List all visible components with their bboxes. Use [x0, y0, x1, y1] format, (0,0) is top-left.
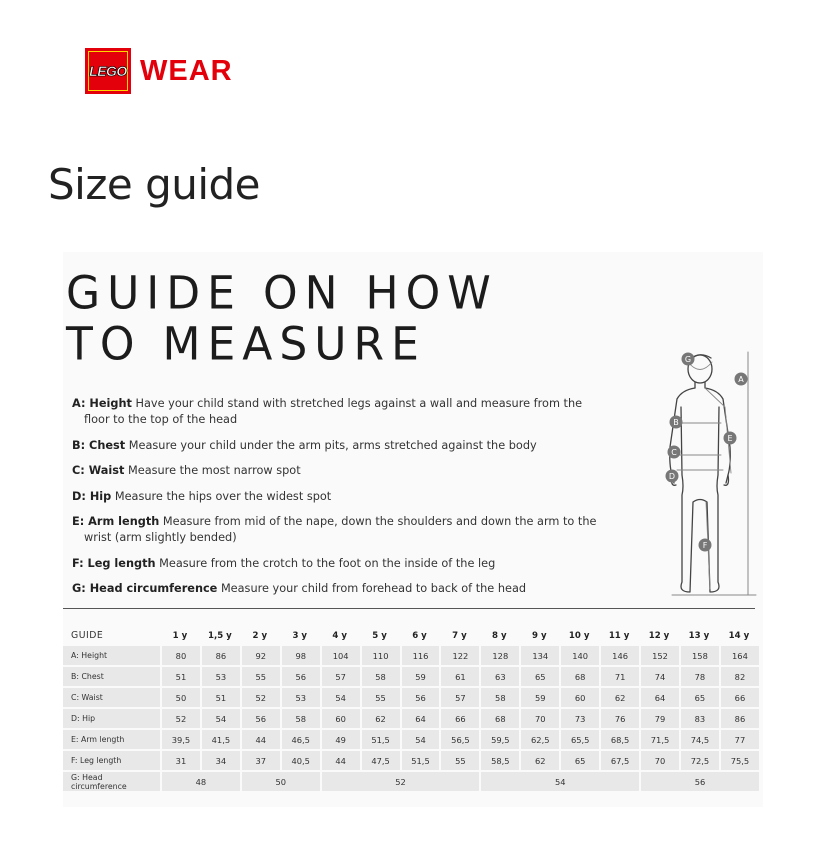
marker-b: [670, 416, 683, 429]
table-cell: 62: [360, 709, 400, 728]
table-cell: 77: [719, 730, 759, 749]
guide-heading: [66, 268, 498, 370]
table-cell: 65: [559, 751, 599, 770]
table-row: [63, 688, 759, 707]
table-cell: 59: [400, 667, 440, 686]
table-cell: 53: [200, 667, 240, 686]
size-header: 3 y: [292, 630, 308, 641]
instruction-text: Measure from the crotch to the foot on the inside of the leg: [159, 556, 496, 570]
table-cell: 74,5: [679, 730, 719, 749]
instruction-text: Measure the hips over the widest spot: [114, 489, 332, 503]
instruction-key: D: Hip: [72, 489, 112, 503]
instruction-key: A: Height: [72, 397, 132, 410]
row-label: B: Chest: [63, 667, 160, 686]
table-cell: 110: [360, 646, 400, 665]
table-cell: 44: [320, 751, 360, 770]
instruction-text: Measure your child from forehead to back of the head: [220, 582, 527, 595]
marker-a: [735, 373, 748, 386]
row-label: D: Hip: [63, 709, 160, 728]
page-title: Size guide: [48, 160, 261, 209]
table-cell: 54: [200, 709, 240, 728]
table-cell: 52: [240, 688, 280, 707]
table-cell: 76: [599, 709, 639, 728]
table-cell: 55: [360, 688, 400, 707]
table-row: [63, 730, 759, 749]
instruction-text: Measure from mid of the nape, down the shoulders and down the arm to the wrist (arm slightly bended): [84, 515, 597, 544]
table-cell: 55: [439, 751, 479, 770]
table-cell: 68,5: [599, 730, 639, 749]
table-cell: 56: [240, 709, 280, 728]
table-cell: 37: [240, 751, 280, 770]
instruction-text: Measure the most narrow spot: [128, 464, 301, 477]
table-cell: 31: [160, 751, 200, 770]
size-header: 14 y: [728, 630, 750, 641]
table-cell: 54: [400, 730, 440, 749]
table-cell: 59,5: [479, 730, 519, 749]
table-cell: 72,5: [679, 751, 719, 770]
table-cell: 71,5: [639, 730, 679, 749]
svg-text:A: A: [738, 375, 744, 384]
table-cell: 71: [599, 667, 639, 686]
table-cell: 49: [320, 730, 360, 749]
table-cell: 51,5: [400, 751, 440, 770]
table-cell: 122: [439, 646, 479, 665]
table-cell: 63: [479, 667, 519, 686]
table-cell: 65,5: [559, 730, 599, 749]
table-cell: 65: [679, 688, 719, 707]
table-cell: 51: [160, 667, 200, 686]
table-cell: 62,5: [519, 730, 559, 749]
table-cell-group: 48: [160, 772, 240, 791]
marker-g: [682, 353, 695, 366]
table-cell: 55: [240, 667, 280, 686]
table-cell: 56: [280, 667, 320, 686]
table-row-head-circumference: [63, 772, 759, 791]
size-header: 8 y: [492, 630, 507, 641]
table-cell: 128: [479, 646, 519, 665]
table-cell: 58: [479, 688, 519, 707]
table-cell: 40,5: [280, 751, 320, 770]
size-header: 1,5 y: [207, 630, 232, 641]
table-cell: 57: [320, 667, 360, 686]
table-cell: 61: [439, 667, 479, 686]
size-header: 6 y: [412, 630, 427, 641]
table-cell: 164: [719, 646, 759, 665]
table-cell: 62: [599, 688, 639, 707]
divider: [63, 608, 755, 609]
table-cell: 62: [519, 751, 559, 770]
table-cell: 57: [439, 688, 479, 707]
brand-header: [85, 48, 233, 94]
table-cell: 56,5: [439, 730, 479, 749]
size-table: [63, 625, 759, 793]
table-cell: 66: [719, 688, 759, 707]
table-row: [63, 667, 759, 686]
lego-logo[interactable]: [85, 48, 131, 94]
table-cell: 98: [280, 646, 320, 665]
instruction-item: [72, 438, 602, 454]
table-cell: 68: [479, 709, 519, 728]
instruction-key: E: Arm length: [72, 515, 160, 528]
table-cell: 140: [559, 646, 599, 665]
table-cell: 80: [160, 646, 200, 665]
instruction-item: [72, 489, 602, 505]
instruction-key: C: Waist: [72, 464, 125, 477]
row-label: A: Height: [63, 646, 160, 665]
size-header: 9 y: [531, 630, 547, 641]
table-row: [63, 709, 759, 728]
table-cell: 146: [599, 646, 639, 665]
size-header: 4 y: [332, 630, 347, 641]
table-cell: 54: [320, 688, 360, 707]
table-cell: 65: [519, 667, 559, 686]
table-header-label: GUIDE: [71, 630, 104, 641]
table-cell: 75,5: [719, 751, 759, 770]
svg-text:G: G: [684, 355, 692, 364]
instruction-item: [72, 463, 602, 479]
instruction-item: [72, 396, 602, 428]
table-cell: 104: [320, 646, 360, 665]
table-cell: 152: [639, 646, 679, 665]
svg-text:E: E: [727, 434, 733, 443]
size-header: 5 y: [372, 630, 387, 641]
table-cell: 82: [719, 667, 759, 686]
size-header: 1 y: [172, 630, 188, 641]
svg-text:D: D: [668, 472, 676, 481]
instruction-key: B: Chest: [72, 438, 126, 452]
wear-wordmark: WEAR: [140, 54, 233, 87]
table-cell: 64: [400, 709, 440, 728]
table-cell: 53: [280, 688, 320, 707]
table-cell-group: 54: [479, 772, 639, 791]
size-header: 7 y: [452, 630, 467, 641]
table-row: [63, 751, 759, 770]
table-cell: 60: [559, 688, 599, 707]
size-header: 13 y: [688, 630, 710, 641]
instruction-text: Have your child stand with stretched legs against a wall and measure from the floor to the top of the head: [84, 397, 583, 426]
lego-logo-text: LEGO: [89, 63, 127, 79]
table-cell: 70: [639, 751, 679, 770]
table-cell-group: 52: [320, 772, 480, 791]
table-cell: 47,5: [360, 751, 400, 770]
table-cell: 116: [400, 646, 440, 665]
table-cell: 73: [559, 709, 599, 728]
marker-d: [666, 470, 679, 483]
row-label: G: Head circumference: [63, 772, 160, 791]
table-cell: 70: [519, 709, 559, 728]
table-cell: 68: [559, 667, 599, 686]
table-cell: 56: [400, 688, 440, 707]
table-cell: 58: [280, 709, 320, 728]
table-cell: 51: [200, 688, 240, 707]
table-cell: 41,5: [200, 730, 240, 749]
size-header: 11 y: [608, 630, 630, 641]
table-cell: 92: [240, 646, 280, 665]
row-label: C: Waist: [63, 688, 160, 707]
size-header: 10 y: [568, 630, 590, 641]
table-cell: 51,5: [360, 730, 400, 749]
table-cell: 60: [320, 709, 360, 728]
row-label: F: Leg length: [63, 751, 160, 770]
table-cell: 79: [639, 709, 679, 728]
table-cell: 59: [519, 688, 559, 707]
guide-heading-line2: TO MEASURE: [66, 317, 426, 371]
table-cell: 58,5: [479, 751, 519, 770]
svg-text:C: C: [671, 448, 677, 457]
table-cell: 86: [200, 646, 240, 665]
table-cell: 46,5: [280, 730, 320, 749]
table-cell: 83: [679, 709, 719, 728]
table-cell: 134: [519, 646, 559, 665]
table-cell: 64: [639, 688, 679, 707]
table-cell: 58: [360, 667, 400, 686]
size-header: 2 y: [252, 630, 268, 641]
row-label: E: Arm length: [63, 730, 160, 749]
instruction-key: G: Head circumference: [72, 582, 218, 595]
size-guide-image: [63, 252, 763, 807]
marker-f: [699, 539, 712, 552]
table-header-row: [63, 627, 759, 644]
table-cell: 78: [679, 667, 719, 686]
instruction-item: [72, 556, 602, 572]
guide-heading-line1: GUIDE ON HOW: [66, 267, 498, 321]
table-cell: 158: [679, 646, 719, 665]
table-cell-group: 50: [240, 772, 320, 791]
instruction-key: F: Leg length: [72, 556, 156, 570]
table-cell: 39,5: [160, 730, 200, 749]
child-figure-illustration: [648, 347, 763, 607]
instruction-item: [72, 581, 602, 597]
table-cell: 67,5: [599, 751, 639, 770]
marker-c: [668, 446, 681, 459]
marker-e: [724, 432, 737, 445]
table-cell: 66: [439, 709, 479, 728]
table-cell: 44: [240, 730, 280, 749]
table-cell: 74: [639, 667, 679, 686]
svg-text:B: B: [673, 418, 679, 427]
instruction-item: [72, 514, 602, 546]
instruction-text: Measure your child under the arm pits, arms stretched against the body: [128, 438, 537, 452]
measurement-instructions: [72, 396, 602, 607]
table-cell-group: 56: [639, 772, 759, 791]
table-cell: 86: [719, 709, 759, 728]
table-cell: 34: [200, 751, 240, 770]
table-row: [63, 646, 759, 665]
svg-text:F: F: [702, 541, 708, 550]
size-header: 12 y: [648, 630, 670, 641]
table-cell: 50: [160, 688, 200, 707]
table-cell: 52: [160, 709, 200, 728]
